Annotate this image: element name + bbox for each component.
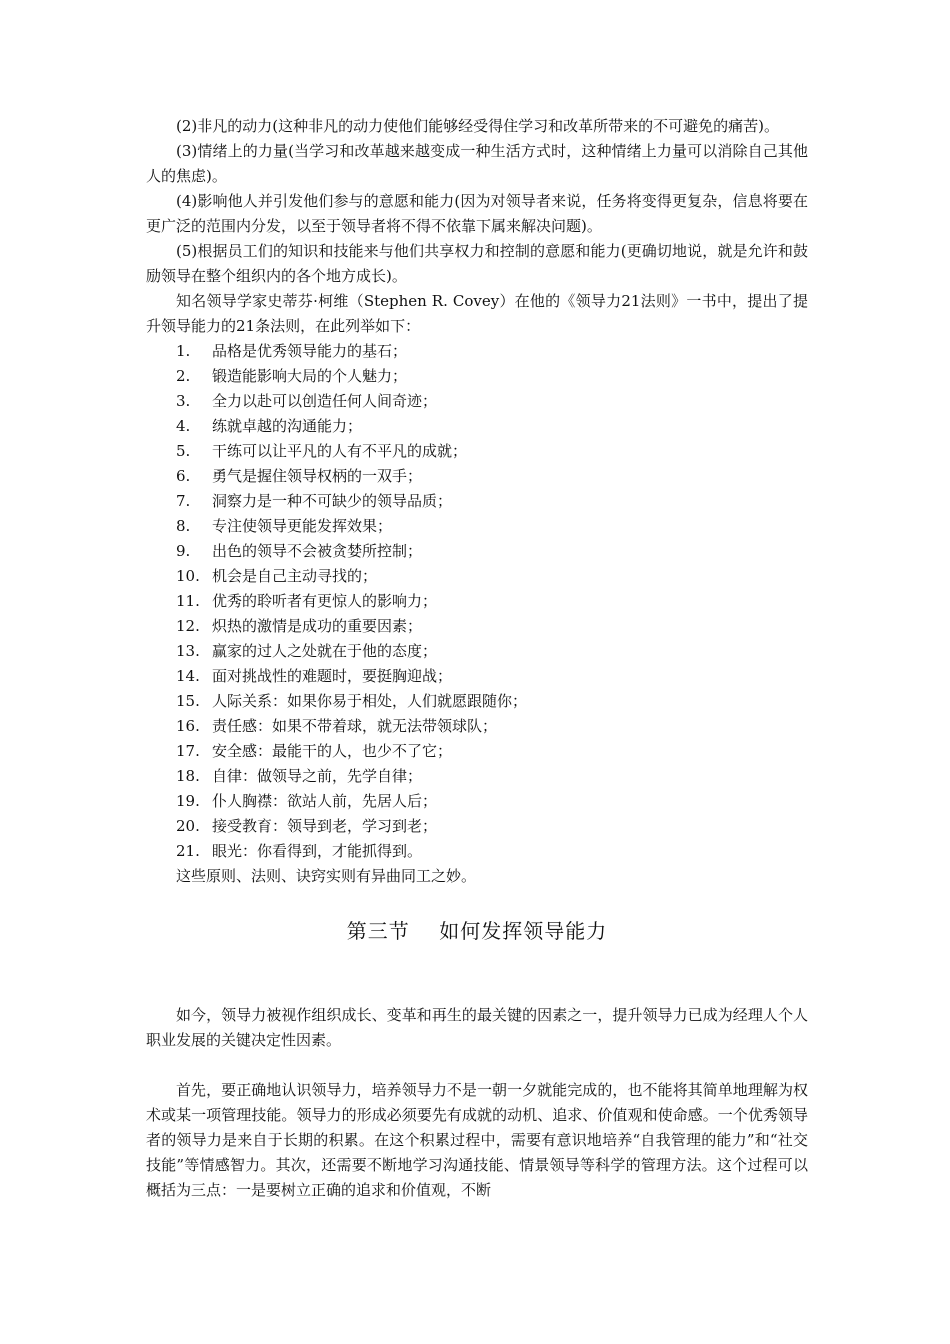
paragraph-trait-3: (3)情绪上的力量(当学习和改革越来越变成一种生活方式时，这种情绪上力量可以消除自己其他人的焦虑)。: [146, 142, 808, 185]
list-item: [146, 589, 808, 614]
list-item-number: 19.: [176, 792, 200, 810]
list-item-text: 赢家的过人之处就在于他的态度；: [212, 642, 438, 660]
list-item-number: 17.: [176, 742, 200, 760]
list-item: [146, 364, 808, 389]
list-item-number: 8.: [176, 517, 191, 535]
list-item: [146, 489, 808, 514]
list-item: [146, 539, 808, 564]
paragraph-trait-2: (2)非凡的动力(这种非凡的动力使他们能够经受得住学习和改革所带来的不可避免的痛苦)。: [176, 117, 779, 135]
list-item: [146, 714, 808, 739]
list-item-number: 4.: [176, 417, 191, 435]
paragraph-section-body: 首先，要正确地认识领导力，培养领导力不是一朝一夕就能完成的，也不能将其简单地理解为权术或某一项管理技能。领导力的形成必须要先有成就的动机、追求、价值观和使命感。一个优秀领导者的领导力是来自于长期的积累。在这个积累过程中，需要有意识地培养“自我管理的能力”和“社交技能”等情感智力。其次，还需要不断地学习沟通技能、情景领导等科学的管理方法。这个过程可以概括为三点：一是要树立正确的追求和价值观，不断: [146, 1081, 808, 1199]
list-item: [146, 564, 808, 589]
list-item: [146, 614, 808, 639]
list-item-text: 仆人胸襟：欲站人前，先居人后；: [212, 792, 438, 810]
list-item-text: 勇气是握住领导权柄的一双手；: [212, 467, 423, 485]
list-item-text: 锻造能影响大局的个人魅力；: [212, 367, 408, 385]
list-item-text: 全力以赴可以创造任何人间奇迹；: [212, 392, 438, 410]
list-item-number: 15.: [176, 692, 200, 710]
list-item: [146, 414, 808, 439]
list-item-number: 12.: [176, 617, 200, 635]
list-item-text: 干练可以让平凡的人有不平凡的成就；: [212, 442, 468, 460]
list-item-text: 人际关系：如果你易于相处，人们就愿跟随你；: [212, 692, 528, 710]
laws-list: [146, 339, 808, 864]
list-item-number: 14.: [176, 667, 200, 685]
document-page: [146, 114, 808, 1203]
paragraph-section-intro: 如今，领导力被视作组织成长、变革和再生的最关键的因素之一，提升领导力已成为经理人个人职业发展的关键决定性因素。: [146, 1006, 808, 1049]
list-item-text: 洞察力是一种不可缺少的领导品质；: [212, 492, 453, 510]
list-item-number: 13.: [176, 642, 200, 660]
paragraph-trait-4: (4)影响他人并引发他们参与的意愿和能力(因为对领导者来说，任务将变得更复杂，信息将要在更广泛的范围内分发，以至于领导者将不得不依靠下属来解决问题)。: [146, 192, 808, 235]
list-item-number: 9.: [176, 542, 191, 560]
list-item-number: 2.: [176, 367, 191, 385]
list-item-number: 20.: [176, 817, 200, 835]
list-item-text: 自律：做领导之前，先学自律；: [212, 767, 423, 785]
list-item: [146, 339, 808, 364]
list-item-number: 11.: [176, 592, 200, 610]
list-item: [146, 739, 808, 764]
list-item-number: 7.: [176, 492, 191, 510]
paragraph-trait-5: (5)根据员工们的知识和技能来与他们共享权力和控制的意愿和能力(更确切地说，就是允许和鼓励领导在整个组织内的各个地方成长)。: [146, 242, 808, 285]
list-item-number: 6.: [176, 467, 191, 485]
list-item-number: 10.: [176, 567, 200, 585]
closing-sentence: 这些原则、法则、诀窍实则有异曲同工之妙。: [176, 867, 477, 885]
list-item-number: 1.: [176, 342, 191, 360]
list-item: [146, 789, 808, 814]
list-item-text: 机会是自己主动寻找的；: [212, 567, 378, 585]
list-item: [146, 514, 808, 539]
list-item-text: 面对挑战性的难题时，要挺胸迎战；: [212, 667, 453, 685]
list-item-text: 品格是优秀领导能力的基石；: [212, 342, 408, 360]
section-heading: 第三节 如何发挥领导能力: [346, 919, 608, 943]
list-item: [146, 639, 808, 664]
list-item-text: 专注使领导更能发挥效果；: [212, 517, 393, 535]
list-item: [146, 839, 808, 864]
list-item-number: 18.: [176, 767, 200, 785]
list-item-text: 安全感：最能干的人，也少不了它；: [212, 742, 453, 760]
list-item-text: 优秀的聆听者有更惊人的影响力；: [212, 592, 438, 610]
list-item-number: 21.: [176, 842, 200, 860]
list-item: [146, 464, 808, 489]
list-item: [146, 664, 808, 689]
list-item: [146, 814, 808, 839]
list-item-number: 16.: [176, 717, 200, 735]
list-item-number: 5.: [176, 442, 191, 460]
list-item-text: 眼光：你看得到，才能抓得到。: [212, 842, 423, 860]
list-item-text: 出色的领导不会被贪婪所控制；: [212, 542, 423, 560]
paragraph-covey-intro: 知名领导学家史蒂芬·柯维（Stephen R. Covey）在他的《领导力21法则》一书中，提出了提升领导能力的21条法则，在此列举如下：: [146, 292, 808, 335]
list-item-text: 炽热的激情是成功的重要因素；: [212, 617, 423, 635]
list-item-text: 责任感：如果不带着球，就无法带领球队；: [212, 717, 498, 735]
list-item-number: 3.: [176, 392, 191, 410]
list-item: [146, 389, 808, 414]
list-item: [146, 689, 808, 714]
list-item: [146, 439, 808, 464]
list-item: [146, 764, 808, 789]
list-item-text: 练就卓越的沟通能力；: [212, 417, 363, 435]
list-item-text: 接受教育：领导到老，学习到老；: [212, 817, 438, 835]
